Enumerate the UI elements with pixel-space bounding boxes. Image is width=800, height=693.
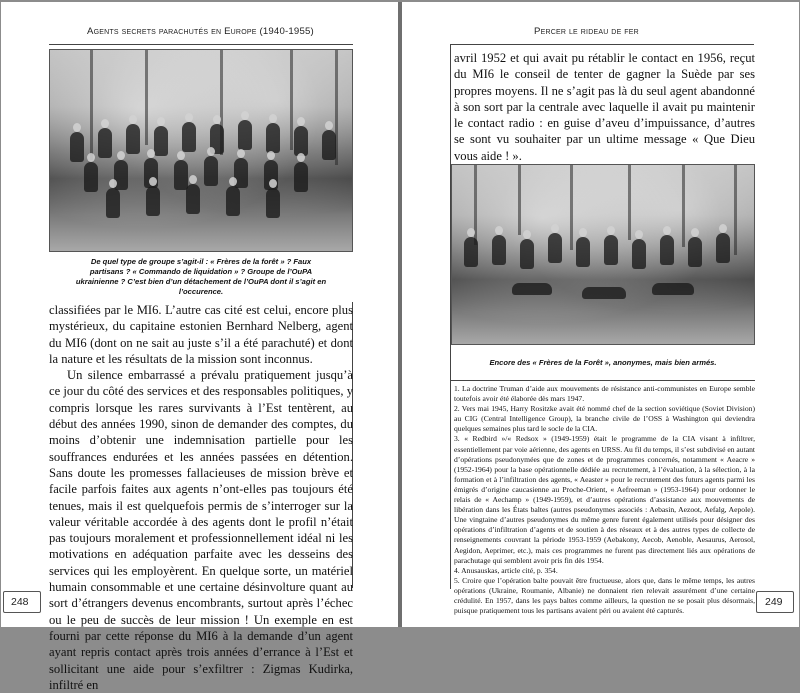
left-header-rule <box>49 44 353 45</box>
right-running-head: Percer le rideau de fer <box>534 26 639 37</box>
left-paragraph-1: classifiées par le MI6. L’autre cas cité est celui, encore plus mystérieux, du capitaine estonien Bernhard Nelberg, agent du MI6 (dont on ne sait au juste s’il a été parachuté) et dont la nature et les résultats de la mission sont inconnus. <box>49 303 353 366</box>
right-photo-caption: Encore des « Frères de la Forêt », anonymes, mais bien armés. <box>489 358 717 367</box>
left-body-text <box>49 302 353 693</box>
right-page-number: 249 <box>765 596 783 608</box>
right-paragraph: avril 1952 et qui avait pu rétablir le contact en 1956, reçut du MI6 le conseil de tenter de gagner la Suède par ses propres moyens. Il ne s’agit pas là du seul agent abandonné à son sort par la centrale avec laquelle il avait pu maintenir le contact radio : en guise d’aveu d’impuissance, d’autres se sont vu souhaiter par un ultime message « Que Dieu vous aide ! ». <box>454 51 755 163</box>
left-running-head: Agents secrets parachutés en Europe (1940-1955) <box>87 26 314 37</box>
partisans-photo-right <box>451 164 755 345</box>
right-body-text <box>454 50 755 164</box>
right-header-rule <box>450 44 754 45</box>
footnote-5: 5. Croire que l’opération balte pouvait être fructueuse, alors que, dans le même temps, les autres opérations (Ukraine, Roumanie, Albanie) ne donnaient rien relevait assurément d’une certaine crédulité. En 1957, dans les pays baltes comme ailleurs, la question ne se posait plus désormais, puisque pratiquement tous les partisans avaient péri ou avaient été capturés. <box>454 575 755 616</box>
partisans-photo-left <box>49 49 353 252</box>
left-page-number: 248 <box>11 596 29 608</box>
footnotes <box>454 384 755 616</box>
footnote-separator <box>451 380 755 381</box>
left-paragraph-2: Un silence embarrassé a prévalu pratiquement jusqu’à ce jour du côté des services et des responsables politiques, y compris lorsque les rares survivants à l’Est tentèrent, au début des années 1990, sinon de demander des comptes, du moins d’obtenir une indemnisation partielle pour les souffrances endurées et les années passées en détention. Sans doute les promesses fallacieuses de mission brève et facile parfois faites aux agents n’ont-elles pas toujours été tenues, mais il est quelquefois permis de s’interroger sur la valeur véritable accordée à des agents dont le profil n’était pas toujours moralement et professionnellement idéal ni les motivations en adéquation parfaite avec les desseins des services qui les employèrent. En quelque sorte, un matériel humain consommable et une certaine désinvolture quant au sort d’étrangers devenus encombrants, surtout après l’échec ou le peu de succès de leur mission ! Un exemple en est fourni par cette réponse du MI6 à la demande d’un agent ayant repris contact après trois années d’errance à l’Est et sollicitant une aide pour s’exfiltrer : Zigmas Kudirka, infiltré en <box>49 368 353 692</box>
footnote-1: 1. La doctrine Truman d’aide aux mouvements de résistance anti-communistes en Europe semble toutefois avoir été élaborée dès mars 1947. <box>454 384 755 404</box>
footnote-4: 4. Anusauskas, article cité, p. 354. <box>454 565 558 575</box>
footnote-2: 2. Vers mai 1945, Harry Rositzke avait été nommé chef de la section soviétique (Soviet Division) au CIG (Central Intelligence Group), la branche civile de l’OSS à Washington qui deviendra quelques semaines plus tard le socle de la CIA. <box>454 404 755 434</box>
left-page <box>1 2 398 692</box>
left-photo-caption: De quel type de groupe s’agit-il : « Frères de la forêt » ? Faux partisans ? « Commando de liquidation » ? Groupe de l’OuPA ukrainienne ? C’est bien d’un détachement de l’OuPA dont il s’agit en l’occurence. <box>75 257 327 296</box>
footnote-3: 3. « Redbird »/« Redsox » (1949-1959) était le programme de la CIA visant à infiltrer, essentiellement par voie aérienne, des agents en URSS. Au fil du temps, il s’est subdivisé en autant d’opérations pseudonymées que de zones et de programmes concernés, notamment « Aeacre » (1952-1964) pour la base opérationnelle dédiée au recrutement, à l’évaluation, à la sélection, à la formation et à l’infiltration des agents, « Aeaster » pour le recrutement des futurs agents parmi les émigrés d’origine caucasienne au Proche-Orient, « Aefreeman » (1953-1964) pour ordonner le relais de « Aechamp » (1949-1959), et d’autres opérations d’assistance aux mouvements de libération dans les États baltes (autres pseudonymes associés : Aebasin, Aezoot, Aefalg, Aepole). Une vingtaine d’autres pseudonymes du même genre furent également utilisés pour désigner des opérations d’infiltration d’agents et de soutien à des réseaux et à des autres types de collecte de renseignements couvrant la période 1953-1959 (Aebakony, Aecob, Aenoble, Aesaurus, Aerosol, Aegidon, Aeprimer, etc.), mais ces programmes ne furent pas directement liés aux opérations de parachutage qui semblent avoir pris fin dès 1954. <box>454 434 755 565</box>
right-page <box>402 2 799 627</box>
